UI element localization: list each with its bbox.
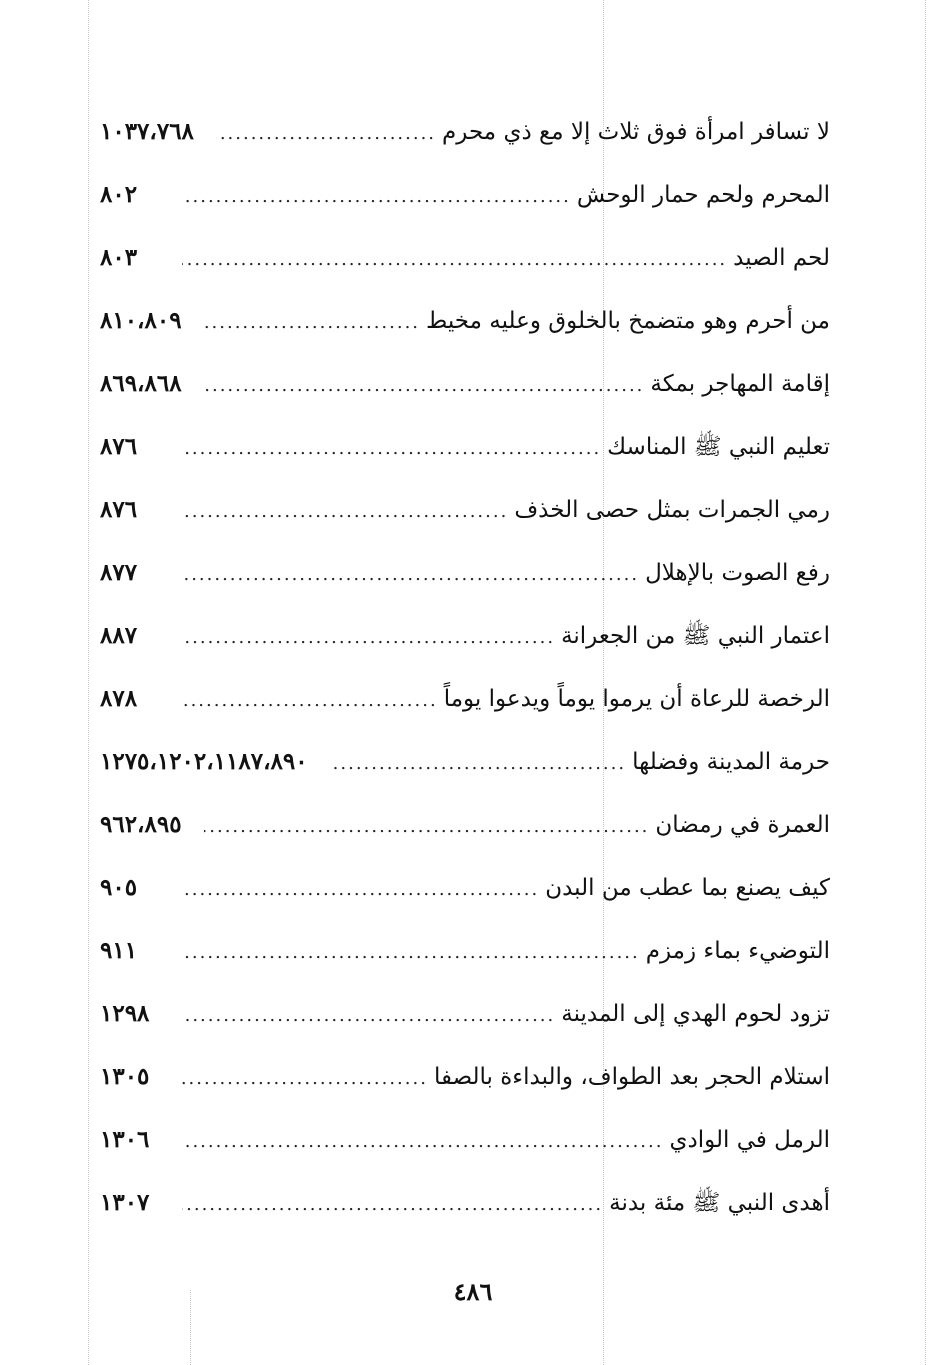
entry-title: رمي الجمرات بمثل حصى الخذف: [514, 497, 830, 523]
entry-page-numbers: ٨٨٧: [100, 622, 138, 649]
entry-title: الرخصة للرعاة أن يرموا يوماً ويدعوا يوماً: [443, 686, 830, 712]
index-entry: [100, 289, 830, 352]
entry-title: إقامة المهاجر بمكة: [650, 371, 830, 397]
entry-page-numbers: ٩٠٥: [100, 874, 138, 901]
dot-leader: [182, 921, 640, 984]
dot-leader: [330, 732, 627, 795]
entry-page-numbers: ١٢٩٨: [100, 1000, 150, 1027]
dot-leader: [182, 228, 727, 291]
index-entry: [100, 982, 830, 1045]
entry-title: المحرم ولحم حمار الوحش: [576, 182, 830, 208]
dot-leader: [216, 102, 436, 165]
index-entry: [100, 793, 830, 856]
index-entry: [100, 919, 830, 982]
dot-leader: [182, 1173, 603, 1236]
entry-page-numbers: ٨٧٦: [100, 496, 138, 523]
entry-title: لحم الصيد: [733, 245, 830, 271]
dot-leader: [204, 795, 650, 858]
dot-leader: [182, 858, 539, 921]
scan-edge-line-left: [88, 0, 89, 1365]
entry-page-numbers: ٨٧٦: [100, 433, 138, 460]
dot-leader: [182, 1110, 663, 1173]
page-number: ٤٨٦: [453, 1277, 493, 1306]
dot-leader: [204, 291, 420, 354]
dot-leader: [182, 480, 508, 543]
entry-page-numbers: ١٣٠٦: [100, 1126, 150, 1153]
index-entry: [100, 478, 830, 541]
entry-title: تعليم النبي ﷺ المناسك: [607, 434, 830, 460]
index-entry: [100, 541, 830, 604]
entry-page-numbers: ٨٦٩،٨٦٨: [100, 370, 182, 397]
index-entry: [100, 100, 830, 163]
entry-title: التوضيء بماء زمزم: [645, 938, 830, 964]
index-entry: [100, 604, 830, 667]
index-entry: [100, 352, 830, 415]
entry-title: لا تسافر امرأة فوق ثلاث إلا مع ذي محرم: [442, 119, 830, 145]
entry-page-numbers: ٩٦٢،٨٩٥: [100, 811, 182, 838]
dot-leader: [182, 417, 601, 480]
entry-page-numbers: ٨٧٧: [100, 559, 138, 586]
entry-title: الرمل في الوادي: [669, 1127, 830, 1153]
dot-leader: [182, 165, 571, 228]
dot-leader: [182, 606, 555, 669]
entry-page-numbers: ١٣٠٥: [100, 1063, 150, 1090]
entry-title: رفع الصوت بالإهلال: [645, 560, 830, 586]
index-entry: [100, 730, 830, 793]
entry-title: اعتمار النبي ﷺ من الجعرانة: [561, 623, 830, 649]
dot-leader: [182, 1047, 428, 1110]
entry-page-numbers: ١٠٣٧،٧٦٨: [100, 118, 194, 145]
index-entry: [100, 163, 830, 226]
entry-page-numbers: ١٣٠٧: [100, 1189, 150, 1216]
entry-title: تزود لحوم الهدي إلى المدينة: [561, 1001, 830, 1027]
dot-leader: [182, 543, 639, 606]
index-list: [100, 100, 830, 1234]
index-entry: [100, 667, 830, 730]
dot-leader: [182, 669, 438, 732]
scan-edge-line-right: [925, 0, 926, 1365]
index-entry: [100, 226, 830, 289]
entry-page-numbers: ٨١٠،٨٠٩: [100, 307, 182, 334]
dot-leader: [204, 354, 645, 417]
index-entry: [100, 1045, 830, 1108]
entry-title: كيف يصنع بما عطب من البدن: [545, 875, 830, 901]
entry-title: أهدى النبي ﷺ مئة بدنة: [609, 1190, 830, 1216]
entry-title: من أحرم وهو متضمخ بالخلوق وعليه مخيط: [426, 308, 830, 334]
entry-page-numbers: ١٢٧٥،١٢٠٢،١١٨٧،٨٩٠: [100, 748, 308, 775]
index-entry: [100, 1108, 830, 1171]
index-entry: [100, 856, 830, 919]
entry-title: العمرة في رمضان: [655, 812, 830, 838]
entry-title: استلام الحجر بعد الطواف، والبداءة بالصفا: [433, 1064, 830, 1090]
entry-page-numbers: ٨٠٣: [100, 244, 138, 271]
index-entry: [100, 1171, 830, 1234]
entry-page-numbers: ٨٠٢: [100, 181, 138, 208]
index-entry: [100, 415, 830, 478]
entry-page-numbers: ٩١١: [100, 937, 138, 964]
entry-page-numbers: ٨٧٨: [100, 685, 138, 712]
dot-leader: [182, 984, 555, 1047]
entry-title: حرمة المدينة وفضلها: [632, 749, 830, 775]
